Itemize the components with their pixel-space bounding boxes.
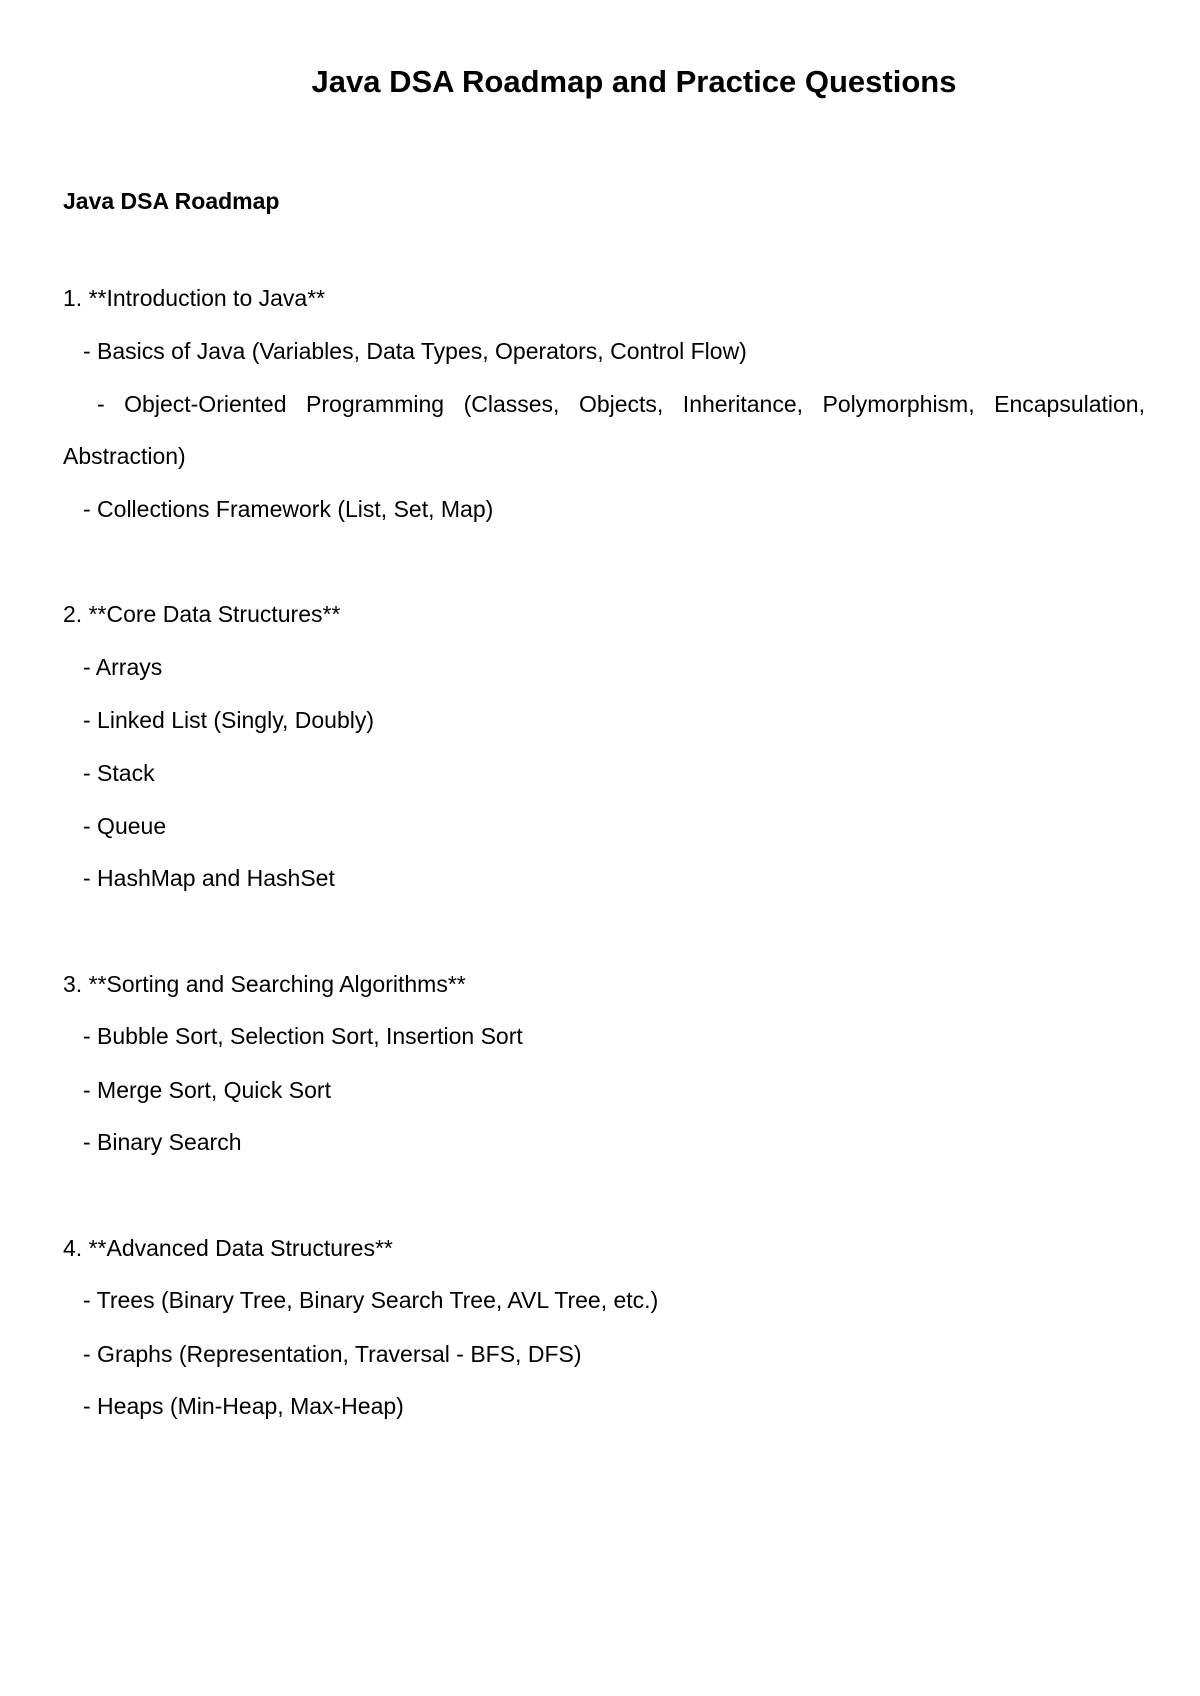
list-item: - Collections Framework (List, Set, Map) — [83, 496, 494, 522]
list-item-heading: 4. **Advanced Data Structures** — [63, 1235, 393, 1261]
list-item: - Heaps (Min-Heap, Max-Heap) — [83, 1393, 404, 1419]
list-item-continuation: Abstraction) — [63, 443, 186, 469]
list-item: - Trees (Binary Tree, Binary Search Tree, AVL Tree, etc.) — [83, 1287, 659, 1313]
list-item: - Basics of Java (Variables, Data Types, Operators, Control Flow) — [83, 338, 747, 364]
list-item: - Merge Sort, Quick Sort — [83, 1077, 331, 1103]
list-item-heading: 1. **Introduction to Java** — [63, 285, 326, 311]
document-title: Java DSA Roadmap and Practice Questions — [311, 64, 957, 99]
list-item-heading: 2. **Core Data Structures** — [63, 601, 341, 627]
list-item: - Queue — [83, 813, 167, 839]
list-item: - Linked List (Singly, Doubly) — [83, 707, 375, 733]
list-item: - Stack — [83, 760, 155, 786]
list-item — [63, 389, 1145, 419]
section-heading: Java DSA Roadmap — [63, 188, 280, 214]
list-item: - Graphs (Representation, Traversal - BFS, DFS) — [83, 1341, 582, 1367]
list-item-text: - Object-Oriented Programming (Classes, Objects, Inheritance, Polymorphism, Encapsulation, — [97, 391, 1145, 417]
list-item: - Bubble Sort, Selection Sort, Insertion Sort — [83, 1023, 523, 1049]
list-item: - HashMap and HashSet — [83, 865, 335, 891]
list-item-heading: 3. **Sorting and Searching Algorithms** — [63, 971, 466, 997]
list-item: - Binary Search — [83, 1129, 242, 1155]
list-item: - Arrays — [83, 654, 163, 680]
